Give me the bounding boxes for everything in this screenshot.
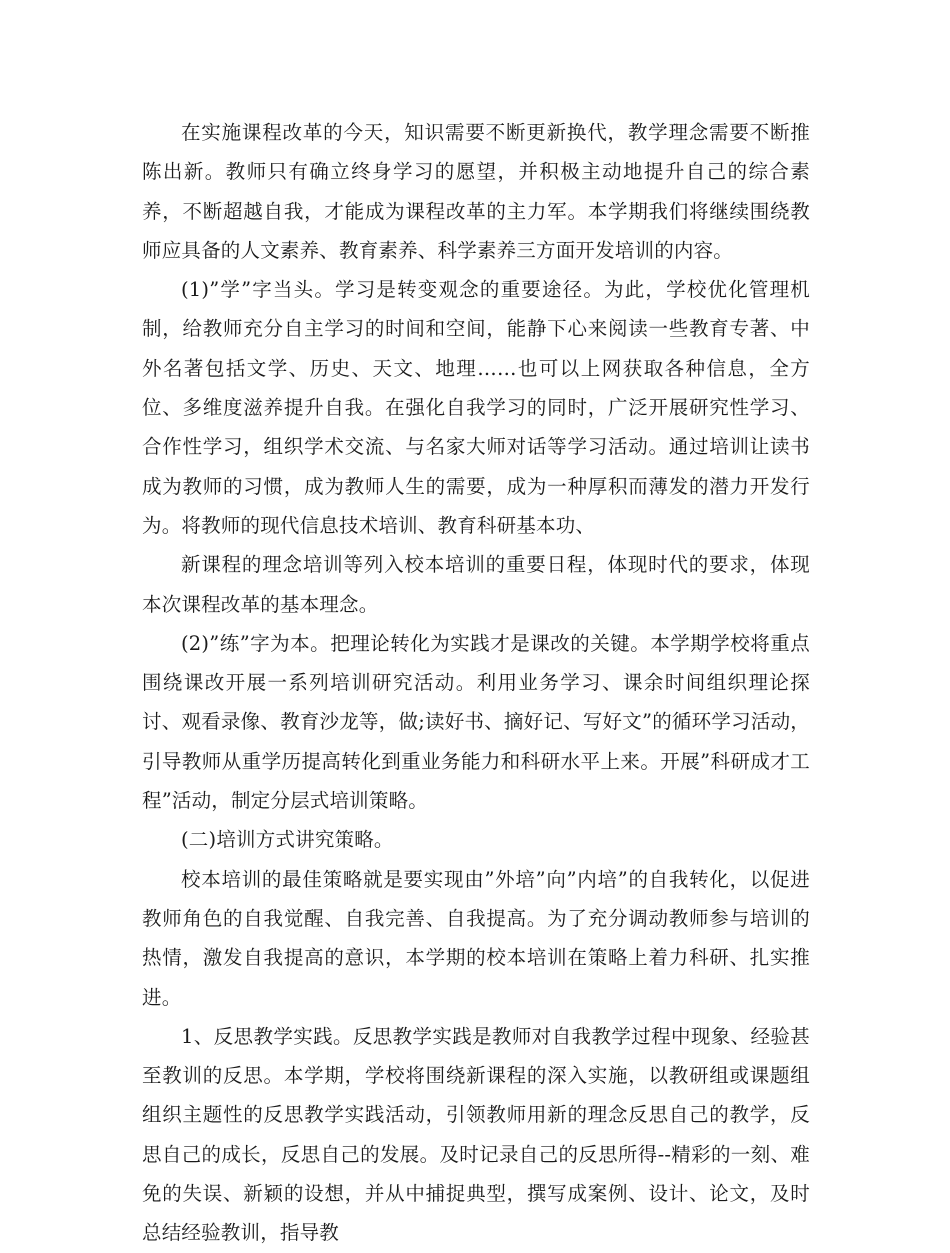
paragraph-reflection: 1、反思教学实践。反思教学实践是教师对自我教学过程中现象、经验甚至教训的反思。本学期，学校将围绕新课程的深入实施，以教研组或课题组组织主题性的反思教学实践活动，引领教师用新的理念反思自己的教学，反思自己的成长，反思自己的发展。及时记录自己的反思所得--精彩的一刻、难免的失误、新颖的设想，并从中捕捉典型，撰写成案例、设计、论文，及时总结经验教训，指导教 (142, 1024, 810, 1245)
paragraph-practice: (2)”练”字为本。把理论转化为实践才是课改的关键。本学期学校将重点围绕课改开展一系列培训研究活动。利用业务学习、课余时间组织理论探讨、观看录像、教育沙龙等，做;读好书、摘好记、写好文”的循环学习活动，引导教师从重学历提高转化到重业务能力和科研水平上来。开展”科研成才工程”活动，制定分层式培训策略。 (142, 631, 810, 813)
paragraph-learning: (1)”学”字当头。学习是转变观念的重要途径。为此，学校优化管理机制，给教师充分自主学习的时间和空间，能静下心来阅读一些教育专著、中外名著包括文学、历史、天文、地理……也可以上网获取各种信息，全方位、多维度滋养提升自我。在强化自我学习的同时，广泛开展研究性学习、合作性学习，组织学术交流、与名家大师对话等学习活动。通过培训让读书成为教师的习惯，成为教师人生的需要，成为一种厚积而薄发的潜力开发行为。将教师的现代信息技术培训、教育科研基本功、 (142, 278, 810, 537)
paragraph-intro: 在实施课程改革的今天，知识需要不断更新换代，教学理念需要不断推陈出新。教师只有确立终身学习的愿望，并积极主动地提升自己的综合素养，不断超越自我，才能成为课程改革的主力军。本学期我们将继续围绕教师应具备的人文素养、教育素养、科学素养三方面开发培训的内容。 (142, 121, 810, 262)
paragraph-strategy: 校本培训的最佳策略就是要实现由”外培”向”内培”的自我转化，以促进教师角色的自我觉醒、自我完善、自我提高。为了充分调动教师参与培训的热情，激发自我提高的意识，本学期的校本培训在策略上着力科研、扎实推进。 (142, 867, 810, 1009)
paragraph-new-curriculum: 新课程的理念培训等列入校本培训的重要日程，体现时代的要求，体现本次课程改革的基本理念。 (142, 553, 810, 616)
section-heading-training-strategy: (二)培训方式讲究策略。 (181, 828, 394, 852)
document-body (142, 113, 810, 1253)
